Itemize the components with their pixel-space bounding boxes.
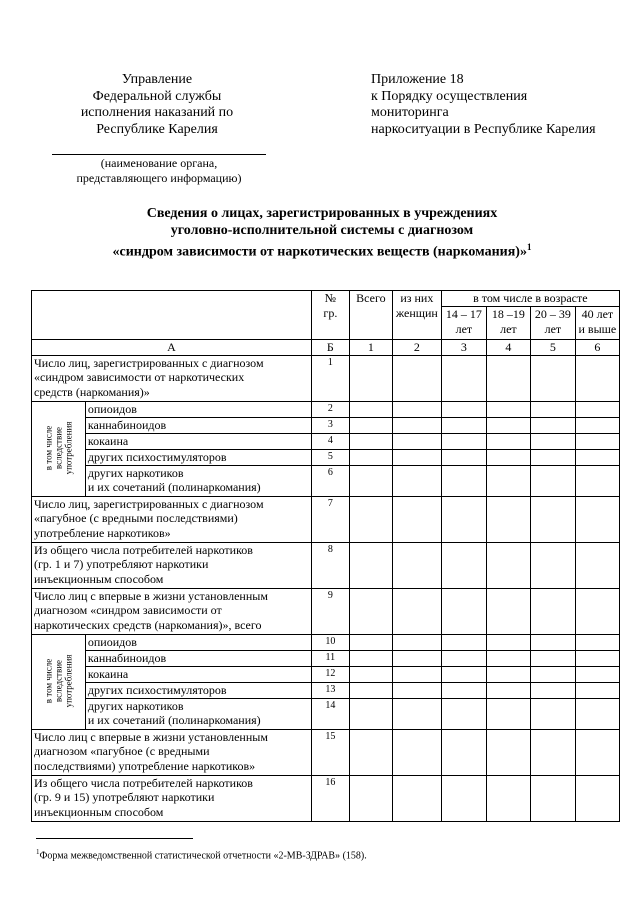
data-cell-age-18-19[interactable]	[486, 401, 530, 417]
table-row	[32, 433, 620, 449]
data-cell-age-20-39[interactable]	[530, 449, 575, 465]
table-row	[32, 355, 620, 401]
header-age-cell	[441, 307, 486, 340]
table-row	[32, 698, 620, 729]
data-cell-total[interactable]	[349, 433, 392, 449]
data-cell-age-14-17[interactable]	[441, 542, 486, 588]
row-number-cell: 6	[311, 465, 349, 496]
age-unit: лет	[500, 321, 517, 336]
table-row	[32, 417, 620, 433]
row-label-line: опиоидов	[87, 401, 137, 416]
row-label-line: кокаина	[87, 666, 129, 681]
data-cell-age-20-39[interactable]	[530, 401, 575, 417]
header-age-cell	[530, 307, 575, 340]
row-label-cell	[32, 355, 312, 401]
data-cell-age-18-19[interactable]	[486, 775, 530, 821]
organization-header	[57, 72, 257, 138]
appendix-line: к Порядку осуществления	[371, 88, 528, 104]
row-label-cell	[85, 465, 311, 496]
row-label-line: кокаина	[87, 433, 129, 448]
data-cell-age-18-19[interactable]	[486, 729, 530, 775]
data-cell-age-40-plus[interactable]	[575, 465, 619, 496]
data-cell-women[interactable]	[392, 401, 441, 417]
row-label-line: Из общего числа потребителей наркотиков	[34, 542, 253, 557]
data-cell-age-18-19[interactable]	[486, 496, 530, 542]
row-label-cell	[85, 682, 311, 698]
data-cell-age-20-39[interactable]	[530, 682, 575, 698]
data-cell-age-14-17[interactable]	[441, 588, 486, 634]
data-cell-women[interactable]	[392, 417, 441, 433]
data-cell-age-14-17[interactable]	[441, 666, 486, 682]
row-label-cell	[85, 449, 311, 465]
title-line	[40, 239, 604, 261]
data-cell-age-40-plus[interactable]	[575, 496, 619, 542]
organization-line: Управление	[121, 72, 193, 87]
data-cell-total[interactable]	[349, 542, 392, 588]
data-cell-age-40-plus[interactable]	[575, 650, 619, 666]
data-cell-women[interactable]	[392, 355, 441, 401]
row-label-cell	[85, 650, 311, 666]
row-label-cell	[85, 698, 311, 729]
header-women-line: из них	[400, 291, 434, 305]
title-line: уголовно-исполнительной системы с диагнозом	[170, 222, 474, 238]
data-cell-total[interactable]	[349, 634, 392, 650]
row-label-cell	[32, 729, 312, 775]
data-cell-age-14-17[interactable]	[441, 729, 486, 775]
organization-line: Федеральной службы	[92, 88, 222, 104]
row-number-cell: 2	[311, 401, 349, 417]
organization-line: исполнения наказаний по	[80, 105, 234, 120]
data-cell-age-18-19[interactable]	[486, 698, 530, 729]
data-cell-age-20-39[interactable]	[530, 650, 575, 666]
row-label-line: наркотических средств (наркомания)», всего	[34, 617, 262, 632]
data-cell-age-18-19[interactable]	[486, 650, 530, 666]
data-cell-age-40-plus[interactable]	[575, 634, 619, 650]
data-cell-total[interactable]	[349, 682, 392, 698]
side-label-line: в том числе	[43, 658, 54, 703]
data-cell-age-18-19[interactable]	[486, 417, 530, 433]
data-cell-age-40-plus[interactable]	[575, 775, 619, 821]
data-cell-total[interactable]	[349, 401, 392, 417]
data-cell-women[interactable]	[392, 465, 441, 496]
data-cell-age-20-39[interactable]	[530, 542, 575, 588]
data-cell-age-20-39[interactable]	[530, 433, 575, 449]
footnote	[36, 846, 367, 862]
data-cell-women[interactable]	[392, 729, 441, 775]
table-header-row	[32, 291, 620, 307]
table-row	[32, 666, 620, 682]
table-row	[32, 542, 620, 588]
index-cell: 4	[486, 340, 530, 356]
row-label-line: Число лиц с впервые в жизни установленным	[34, 729, 268, 744]
data-cell-age-14-17[interactable]	[441, 698, 486, 729]
appendix-line: наркоситуации в Республике Карелия	[371, 121, 596, 137]
data-cell-age-14-17[interactable]	[441, 401, 486, 417]
data-cell-total[interactable]	[349, 666, 392, 682]
data-cell-women[interactable]	[392, 542, 441, 588]
data-cell-age-18-19[interactable]	[486, 355, 530, 401]
index-cell: 2	[392, 340, 441, 356]
row-label-line: опиоидов	[87, 634, 137, 649]
data-cell-age-40-plus[interactable]	[575, 449, 619, 465]
data-cell-age-20-39[interactable]	[530, 496, 575, 542]
data-cell-age-20-39[interactable]	[530, 465, 575, 496]
data-cell-women[interactable]	[392, 698, 441, 729]
side-label-line: употребления	[63, 421, 74, 475]
data-cell-women[interactable]	[392, 666, 441, 682]
appendix-header	[371, 72, 596, 138]
data-cell-total[interactable]	[349, 588, 392, 634]
table-row	[32, 465, 620, 496]
data-cell-age-14-17[interactable]	[441, 634, 486, 650]
index-row	[32, 340, 620, 356]
data-cell-total[interactable]	[349, 496, 392, 542]
side-label-line: вследствие	[53, 659, 64, 702]
data-cell-age-40-plus[interactable]	[575, 698, 619, 729]
row-label-line: инъекционным способом	[34, 571, 164, 586]
data-cell-age-18-19[interactable]	[486, 634, 530, 650]
row-number-cell: 9	[311, 588, 349, 634]
row-label-line: диагнозом «пагубное (с вредными	[34, 744, 210, 758]
header-age-cell	[486, 307, 530, 340]
row-label-line: Из общего числа потребителей наркотиков	[34, 775, 253, 790]
index-cell: 6	[575, 340, 619, 356]
data-cell-total[interactable]	[349, 650, 392, 666]
title-line-text: «синдром зависимости от наркотических веществ (наркомания)»	[112, 244, 527, 260]
row-number-cell: 15	[311, 729, 349, 775]
data-cell-total[interactable]	[349, 465, 392, 496]
document-title	[40, 206, 604, 261]
row-label-line: других психостимуляторов	[87, 449, 227, 464]
data-cell-age-18-19[interactable]	[486, 449, 530, 465]
row-label-cell	[85, 433, 311, 449]
age-range: 40 лет	[581, 307, 614, 321]
footnote-ref: 1	[526, 242, 532, 252]
data-cell-age-14-17[interactable]	[441, 355, 486, 401]
caption-line: представляющего информацию)	[76, 171, 242, 185]
appendix-line: мониторинга	[371, 105, 449, 120]
data-cell-age-14-17[interactable]	[441, 650, 486, 666]
side-label	[43, 654, 73, 707]
table-row	[32, 729, 620, 775]
data-cell-age-20-39[interactable]	[530, 729, 575, 775]
row-label-line: каннабиноидов	[87, 650, 167, 665]
data-cell-age-18-19[interactable]	[486, 682, 530, 698]
row-label-line: других наркотиков	[87, 465, 184, 480]
data-cell-age-20-39[interactable]	[530, 355, 575, 401]
table-row	[32, 401, 620, 417]
row-label-line: «пагубное (с вредными последствиями)	[34, 511, 238, 525]
row-label-cell	[32, 588, 312, 634]
data-cell-age-14-17[interactable]	[441, 433, 486, 449]
data-cell-age-18-19[interactable]	[486, 542, 530, 588]
table-row	[32, 449, 620, 465]
title-line: Сведения о лицах, зарегистрированных в учреждениях	[146, 206, 498, 221]
row-label-line: других наркотиков	[87, 698, 184, 713]
side-label	[43, 421, 73, 474]
row-number-cell: 8	[311, 542, 349, 588]
data-cell-total[interactable]	[349, 698, 392, 729]
row-label-line: и их сочетаний (полинаркомания)	[87, 713, 261, 727]
row-number-cell: 3	[311, 417, 349, 433]
data-cell-age-40-plus[interactable]	[575, 682, 619, 698]
table-row	[32, 682, 620, 698]
data-cell-age-14-17[interactable]	[441, 682, 486, 698]
row-label-line: последствиями) употребление наркотиков»	[34, 758, 256, 773]
data-cell-age-20-39[interactable]	[530, 417, 575, 433]
side-label-cell	[32, 634, 86, 729]
data-cell-total[interactable]	[349, 449, 392, 465]
data-cell-age-40-plus[interactable]	[575, 433, 619, 449]
header-age-cell	[575, 307, 619, 340]
table-row	[32, 650, 620, 666]
data-cell-women[interactable]	[392, 634, 441, 650]
data-cell-age-14-17[interactable]	[441, 417, 486, 433]
row-number-cell: 16	[311, 775, 349, 821]
header-women-line: женщин	[395, 305, 438, 320]
row-label-line: Число лиц, зарегистрированных с диагнозом	[34, 496, 264, 511]
statistics-table	[31, 290, 620, 822]
data-cell-age-40-plus[interactable]	[575, 729, 619, 775]
row-label-cell	[32, 775, 312, 821]
data-cell-age-18-19[interactable]	[486, 433, 530, 449]
table-row	[32, 775, 620, 821]
age-unit: лет	[544, 321, 562, 336]
row-number-cell: 5	[311, 449, 349, 465]
data-cell-age-20-39[interactable]	[530, 775, 575, 821]
side-label-line: в том числе	[43, 425, 54, 470]
header-age-group-cell: в том числе в возрасте	[441, 291, 619, 307]
data-cell-age-18-19[interactable]	[486, 666, 530, 682]
data-cell-age-20-39[interactable]	[530, 634, 575, 650]
row-label-cell	[85, 666, 311, 682]
data-cell-age-40-plus[interactable]	[575, 417, 619, 433]
row-label-line: употребление наркотиков»	[34, 525, 171, 540]
footnote-separator	[36, 838, 193, 839]
table-row	[32, 588, 620, 634]
data-cell-women[interactable]	[392, 650, 441, 666]
caption-line: (наименование органа,	[100, 156, 218, 170]
age-range: 20 – 39	[534, 307, 571, 321]
data-cell-age-40-plus[interactable]	[575, 666, 619, 682]
index-cell: 3	[441, 340, 486, 356]
row-number-cell: 14	[311, 698, 349, 729]
row-label-line: средств (наркомания)»	[34, 384, 150, 399]
row-label-line: (гр. 9 и 15) употребляют наркотики	[34, 790, 215, 804]
header-total-cell: Всего	[349, 291, 392, 340]
data-cell-women[interactable]	[392, 682, 441, 698]
data-cell-age-18-19[interactable]	[486, 465, 530, 496]
row-label-line: инъекционным способом	[34, 804, 164, 819]
row-label-line: и их сочетаний (полинаркомания)	[87, 480, 261, 494]
index-cell: А	[32, 340, 312, 356]
data-cell-women[interactable]	[392, 449, 441, 465]
data-cell-age-40-plus[interactable]	[575, 588, 619, 634]
data-cell-age-14-17[interactable]	[441, 449, 486, 465]
data-cell-women[interactable]	[392, 433, 441, 449]
data-cell-women[interactable]	[392, 496, 441, 542]
header-num-cell	[311, 291, 349, 340]
header-label-cell	[32, 291, 312, 340]
data-cell-age-14-17[interactable]	[441, 775, 486, 821]
row-number-cell: 1	[311, 355, 349, 401]
row-label-line: Число лиц, зарегистрированных с диагнозом	[34, 355, 264, 370]
row-label-cell	[85, 634, 311, 650]
table-row	[32, 496, 620, 542]
data-cell-women[interactable]	[392, 588, 441, 634]
header-num-line: №	[324, 291, 337, 305]
organization-line: Республике Карелия	[96, 121, 218, 137]
row-number-cell: 12	[311, 666, 349, 682]
row-label-line: других психостимуляторов	[87, 682, 227, 697]
row-label-cell	[32, 542, 312, 588]
row-label-cell	[85, 401, 311, 417]
data-cell-total[interactable]	[349, 775, 392, 821]
data-cell-age-20-39[interactable]	[530, 666, 575, 682]
data-cell-age-40-plus[interactable]	[575, 355, 619, 401]
row-label-cell	[85, 417, 311, 433]
side-label-cell	[32, 401, 86, 496]
header-women-cell	[392, 291, 441, 340]
row-label-line: каннабиноидов	[87, 417, 167, 432]
row-number-cell: 7	[311, 496, 349, 542]
data-cell-age-14-17[interactable]	[441, 496, 486, 542]
side-label-line: вследствие	[53, 426, 64, 469]
row-number-cell: 10	[311, 634, 349, 650]
header-num-line: гр.	[323, 305, 338, 320]
organization-name-rule	[52, 154, 266, 155]
row-number-cell: 4	[311, 433, 349, 449]
data-cell-women[interactable]	[392, 775, 441, 821]
data-cell-age-20-39[interactable]	[530, 698, 575, 729]
data-cell-age-40-plus[interactable]	[575, 401, 619, 417]
index-cell: 5	[530, 340, 575, 356]
age-unit: и выше	[578, 321, 617, 336]
row-label-line: «синдром зависимости от наркотических	[34, 370, 245, 384]
side-label-line: употребления	[63, 654, 74, 708]
age-range: 14 – 17	[445, 307, 482, 321]
organization-name-caption	[52, 156, 266, 186]
age-unit: лет	[455, 321, 473, 336]
data-cell-age-18-19[interactable]	[486, 588, 530, 634]
data-cell-total[interactable]	[349, 729, 392, 775]
data-cell-total[interactable]	[349, 355, 392, 401]
row-label-line: (гр. 1 и 7) употребляют наркотики	[34, 557, 209, 571]
row-label-line: диагнозом «синдром зависимости от	[34, 603, 222, 617]
footnote-text: Форма межведомственной статистической отчетности «2-МВ-ЗДРАВ» (158).	[39, 850, 367, 862]
data-cell-age-14-17[interactable]	[441, 465, 486, 496]
row-number-cell: 11	[311, 650, 349, 666]
row-label-line: Число лиц с впервые в жизни установленным	[34, 588, 268, 603]
index-cell: 1	[349, 340, 392, 356]
table-row	[32, 634, 620, 650]
age-range: 18 –19	[491, 307, 525, 321]
data-cell-age-20-39[interactable]	[530, 588, 575, 634]
index-cell: Б	[311, 340, 349, 356]
data-cell-total[interactable]	[349, 417, 392, 433]
row-label-cell	[32, 496, 312, 542]
row-number-cell: 13	[311, 682, 349, 698]
footnote-mark: 1	[36, 848, 40, 856]
data-cell-age-40-plus[interactable]	[575, 542, 619, 588]
appendix-line: Приложение 18	[371, 72, 464, 87]
